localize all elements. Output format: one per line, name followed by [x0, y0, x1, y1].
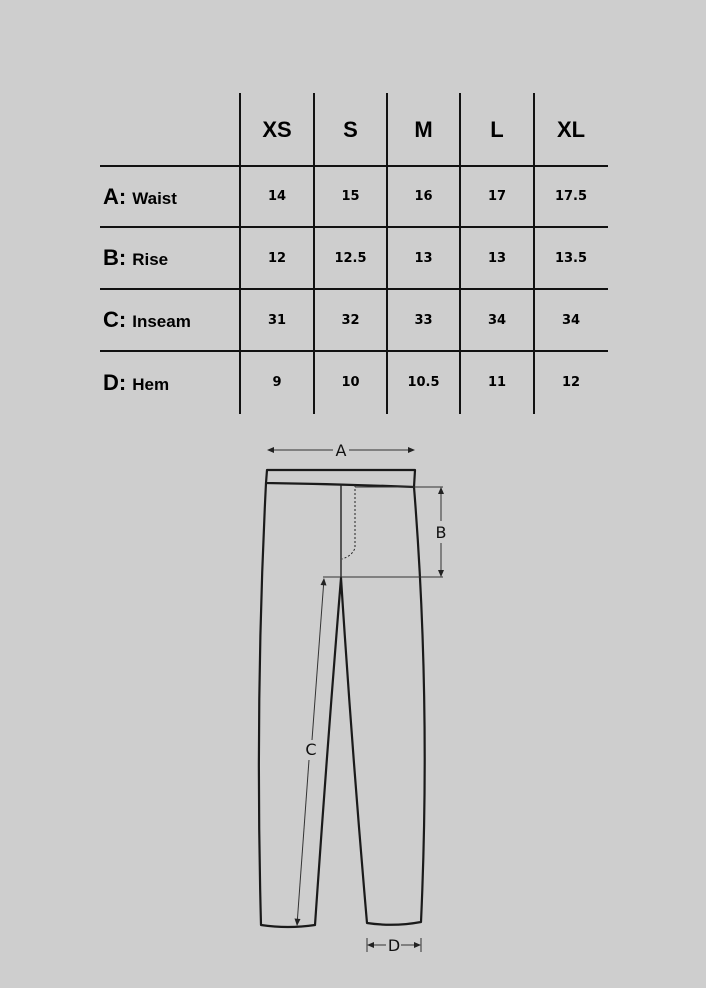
table-cell: 9 — [272, 375, 282, 390]
table-cell: 12 — [561, 375, 581, 390]
pants-outline — [259, 483, 425, 927]
hem-arrow-right — [414, 942, 421, 948]
table-cell: 33 — [414, 312, 433, 328]
rise-arrow-top — [438, 487, 444, 494]
table-cell: 17.5 — [554, 189, 588, 204]
waist-arrow-right — [408, 447, 415, 453]
size-header-m: M — [414, 116, 433, 142]
table-cell: 16 — [414, 189, 433, 204]
size-header-xl: XL — [556, 116, 586, 142]
waist-label: A — [335, 441, 347, 460]
table-cell: 32 — [341, 312, 360, 328]
table-cell: 34 — [487, 312, 507, 328]
table-cell: 12 — [267, 250, 287, 266]
inseam-measure-line-top — [312, 579, 324, 740]
table-cell: 13 — [414, 250, 433, 266]
table-cell: 17 — [487, 189, 507, 204]
size-header-xs: XS — [262, 116, 292, 142]
inseam-arrow-top — [321, 578, 327, 586]
rise-label: B — [435, 523, 447, 542]
measurement-name: Hem — [132, 374, 170, 394]
measurement-name: Rise — [132, 250, 169, 269]
rise-arrow-bottom — [438, 570, 444, 577]
measurement-letter: B: — [103, 245, 127, 270]
size-header-s: S — [343, 116, 358, 142]
table-cell: 10.5 — [407, 375, 440, 390]
hem-label: D — [387, 936, 401, 955]
inseam-arrow-bottom — [295, 919, 301, 927]
measurement-letter: C: — [103, 307, 127, 332]
table-cell: 13.5 — [554, 250, 588, 266]
table-cell: 34 — [561, 312, 581, 328]
table-cell: 13 — [487, 250, 507, 266]
table-cell: 14 — [267, 189, 287, 204]
hem-arrow-left — [367, 942, 374, 948]
inseam-label: C — [305, 740, 317, 759]
table-cell: 31 — [267, 312, 287, 328]
measurement-name: Waist — [132, 188, 177, 208]
waist-arrow-left — [267, 447, 274, 453]
table-cell: 11 — [487, 375, 507, 390]
table-cell: 15 — [341, 189, 360, 204]
table-cell: 10 — [341, 375, 360, 390]
size-header-l: L — [490, 116, 504, 142]
table-cell: 12.5 — [334, 250, 367, 266]
measurement-letter: D: — [103, 369, 127, 395]
measurement-letter: A: — [103, 183, 127, 209]
fly-stitch — [342, 485, 355, 559]
inseam-measure-line-bottom — [297, 760, 309, 925]
measurement-name: Inseam — [132, 312, 191, 331]
